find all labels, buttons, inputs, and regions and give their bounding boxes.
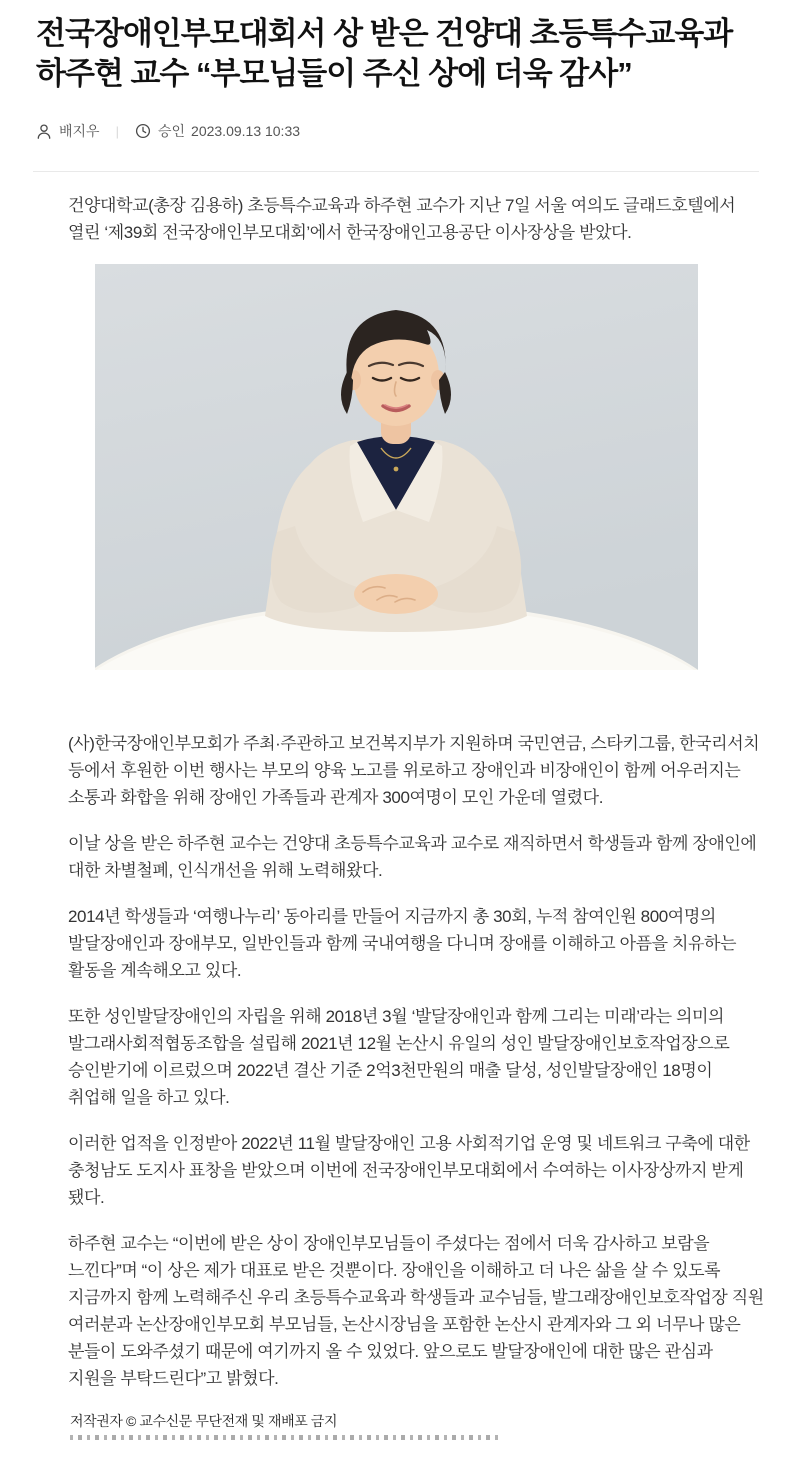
byline-separator: | (115, 123, 119, 139)
approved-label: 승인 (157, 123, 186, 139)
article-paragraph: 또한 성인발달장애인의 자립을 위해 2018년 3월 ‘발달장애인과 함께 그리는 미래’라는 의미의 발그래사회적협동조합을 설립해 2021년 12월 논산시 유일의 성인 발달장애인보호작업장으로 승인받기에 이르렀으며 2022년 결산 기준 2억3천만원의 매출 달성, 성인발달장애인 18명이 취업해 일을 하고 있다. (68, 1007, 730, 1107)
article-title: 전국장애인부모대회서 상 받은 건양대 초등특수교육과 하주현 교수 “부모님들이 주신 상에 더욱 감사” (36, 16, 733, 91)
approved-datetime: 2023.09.13 10:33 (191, 123, 301, 139)
header-divider (33, 171, 759, 172)
clipped-text-line (70, 1435, 500, 1440)
article-paragraph: 이러한 업적을 인정받아 2022년 11월 발달장애인 고용 사회적기업 운영 및 네트워크 구축에 대한 충청남도 도지사 표창을 받았으며 이번에 전국장애인부모대회에서 수여하는 이사장상까지 받게 됐다. (68, 1134, 750, 1207)
article-page (0, 14, 792, 1470)
article-paragraph: (사)한국장애인부모회가 주최·주관하고 보건복지부가 지원하며 국민연금, 스타키그룹, 한국리서치 등에서 후원한 이번 행사는 부모의 양육 노고를 위로하고 장애인과 비장애인이 함께 어우러지는 소통과 화합을 위해 장애인 가족들과 관계자 300여명이 모인 가운데 열렸다. (68, 734, 760, 807)
article-paragraph: 이날 상을 받은 하주현 교수는 건양대 초등특수교육과 교수로 재직하면서 학생들과 함께 장애인에 대한 차별철폐, 인식개선을 위해 노력해왔다. (68, 834, 757, 880)
photo-hands (354, 574, 438, 614)
article-body (68, 192, 764, 1392)
copyright-notice: 저작권자 © 교수신문 무단전재 및 재배포 금지 (70, 1413, 338, 1429)
author-name: 배지우 (59, 123, 100, 139)
clock-icon (135, 123, 151, 139)
photo-necklace (394, 467, 399, 472)
person-icon (36, 123, 52, 140)
article-paragraph: 하주현 교수는 “이번에 받은 상이 장애인부모님들이 주셨다는 점에서 더욱 감사하고 보람을 느낀다”며 “이 상은 제가 대표로 받은 것뿐이다. 장애인을 이해하고 더 나은 삶을 살 수 있도록 지금까지 함께 노력해주신 우리 초등특수교육과 학생들과 교수님들, 발그래장애인보호작업장 직원 여러분과 논산장애인부모회 부모님들, 논산시장님을 포함한 논산시 관계자와 그 외 너무나 많은 분들이 도와주셨기 때문에 여기까지 올 수 있었다. 앞으로도 발달장애인에 대한 많은 관심과 지원을 부탁드린다”고 밝혔다. (68, 1234, 764, 1388)
article-paragraph: 2014년 학생들과 ‘여행나누리’ 동아리를 만들어 지금까지 총 30회, 누적 참여인원 800여명의 발달장애인과 장애부모, 일반인들과 함께 국내여행을 다니며 장애를 이해하고 아픔을 치유하는 활동을 계속해오고 있다. (68, 907, 737, 980)
article-photo (95, 264, 698, 670)
byline (36, 120, 756, 142)
article-paragraph: 건양대학교(총장 김용하) 초등특수교육과 하주현 교수가 지난 7일 서울 여의도 글래드호텔에서 열린 ‘제39회 전국장애인부모대회’에서 한국장애인고용공단 이사장상을 받았다. (68, 196, 736, 242)
